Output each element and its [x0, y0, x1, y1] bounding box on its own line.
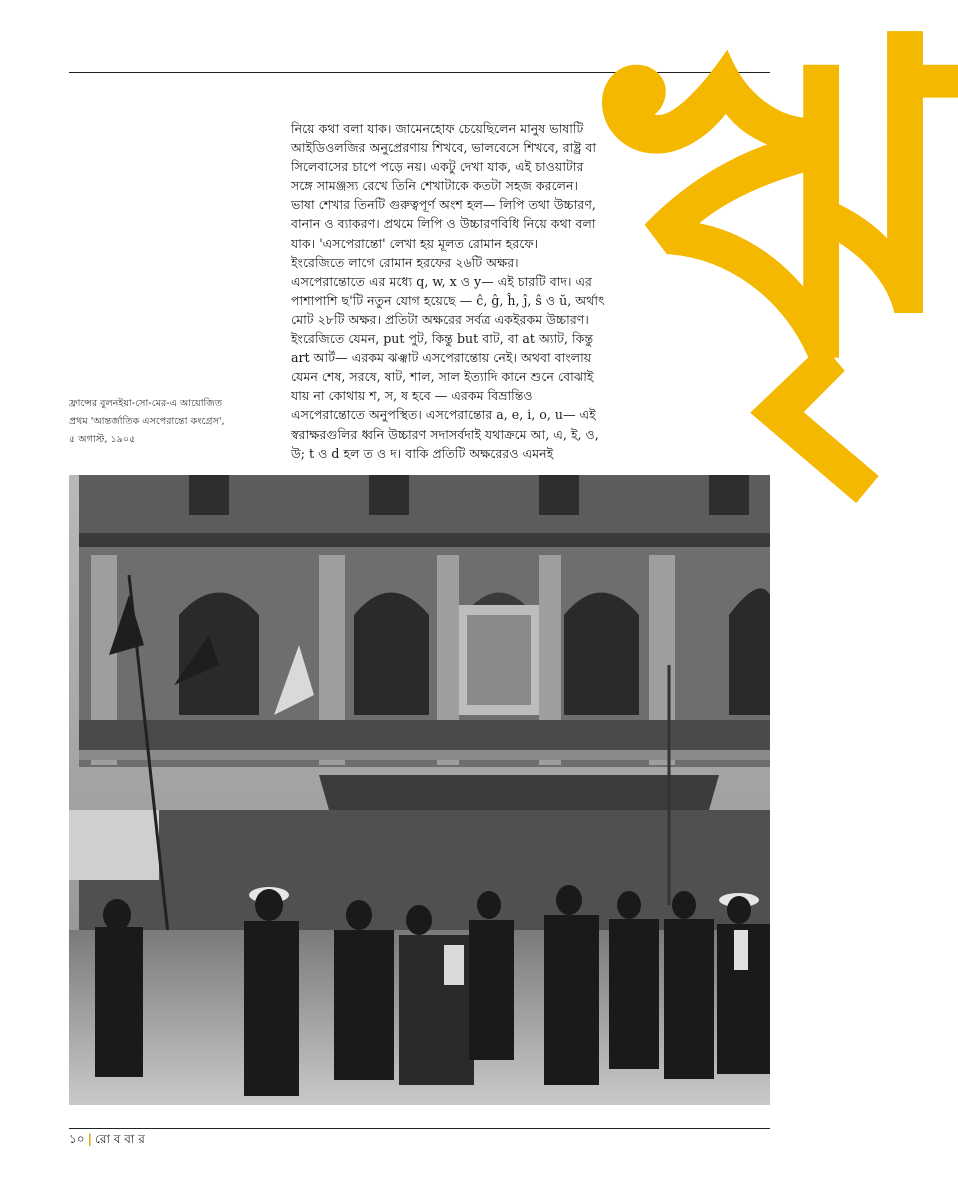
body-line: উ; t ও d হল ত ও দ। বাকি প্রতিটি অক্ষরেরও এমনই — [291, 445, 554, 461]
body-line: সঙ্গে সামঞ্জস্য রেখে তিনি শেখাটাকে কতটা সহজ করলেন। — [291, 178, 579, 194]
article-body — [291, 119, 605, 463]
page-number: ১০ — [69, 1132, 85, 1146]
body-line: মোট ২৮টি অক্ষর। প্রতিটা অক্ষরের সর্বত্র একইরকম উচ্চারণ। — [291, 311, 589, 327]
body-line: নিয়ে কথা বলা যাক। জামেনহোফ চেয়েছিলেন মানুষ ভাষাটি — [291, 121, 584, 136]
drop-cap — [598, 0, 958, 453]
caption-line: ৫ অগাস্ট, ১৯০৫ — [69, 434, 136, 445]
caption-line: ফ্রান্সের বুলনইয়া-সো-মের-এ আয়োজিত — [69, 398, 223, 409]
body-line: পাশাপাশি ছ'টি নতুন যোগ হয়েছে — ĉ, ĝ, ĥ, ĵ, ŝ ও ŭ, অর্থাৎ — [291, 292, 605, 308]
body-line: art আর্ট— এরকম ঝঞ্ঝাট এসপেরান্তোয় নেই। অথবা বাংলায় — [291, 350, 592, 366]
body-line: ভাষা শেখার তিনটি গুরুত্বপূর্ণ অংশ হল— লিপি তথা উচ্চারণ, — [291, 197, 596, 213]
body-line: সিলেবাসের চাপে পড়ে নয়। একটু দেখা যাক, এই চাওয়াটার — [291, 159, 584, 175]
caption-line: প্রথম 'আন্তর্জাতিক এসপেরান্তো কংগ্রেস', — [69, 416, 225, 427]
body-line: যায় না কোথায় শ, স, ষ হবে — এরকম বিভ্রান্তিও — [291, 388, 533, 404]
bottom-rule — [69, 1128, 770, 1129]
body-line: ইংরেজিতে লাগে রোমান হরফের ২৬টি অক্ষর। — [291, 254, 519, 270]
body-line: এসপেরান্তোতে এর মধ্যে q, w, x ও y— এই চারটি বাদ। এর — [291, 273, 592, 289]
body-line: যেমন শেষ, সরষে, ষাট, শাল, সাল ইত্যাদি কানে শুনে বোঝাই — [291, 369, 594, 385]
magazine-name: রো ব বা র — [94, 1132, 145, 1146]
historic-photo — [69, 475, 770, 1105]
page-footer — [69, 1131, 145, 1151]
folio-separator: | — [87, 1132, 92, 1146]
body-line: আইডিওলজির অনুপ্রেরণায় শিখবে, ভালবেসে শিখবে, রাষ্ট্র বা — [291, 140, 597, 156]
drop-cap-letter: ৠ — [602, 0, 958, 453]
congress-building-photo — [69, 475, 770, 1105]
photo-caption — [69, 395, 269, 449]
body-line: এসপেরান্তোতে অনুপস্থিত। এসপেরান্তোর a, e, i, o, u— এই — [291, 407, 596, 423]
body-line: যাক। 'এসপেরান্তো' লেখা হয় মূলত রোমান হরফে। — [291, 235, 539, 251]
body-line: ইংরেজিতে যেমন, put পুট, কিন্তু but বাট, বা at অ্যাট, কিন্তু — [291, 331, 594, 347]
body-line: বানান ও ব্যাকরণ। প্রথমে লিপি ও উচ্চারণবিধি নিয়ে কথা বলা — [291, 216, 596, 232]
body-line: স্বরাক্ষরগুলির ধ্বনি উচ্চারণ সদাসর্বদাই যথাক্রমে আ, এ, ই, ও, — [291, 426, 599, 442]
